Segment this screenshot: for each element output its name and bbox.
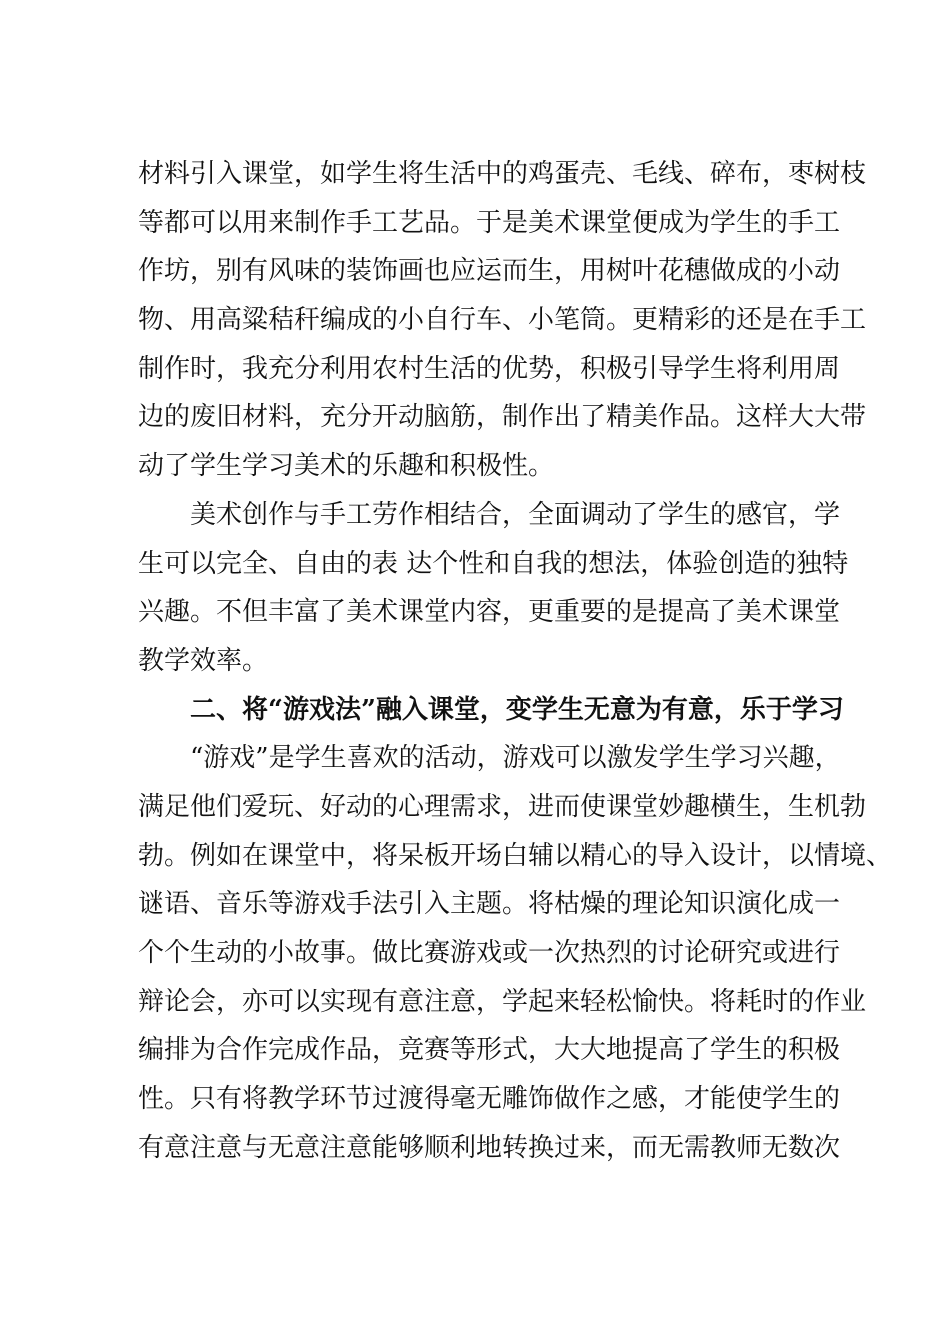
text-line: 制作时，我充分利用农村生活的优势，积极引导学生将利用周 [138, 353, 841, 384]
text-line: 辩论会，亦可以实现有意注意，学起来轻松愉快。将耗时的作业 [138, 986, 867, 1017]
text-line: 兴趣。不但丰富了美术课堂内容，更重要的是提高了美术课堂 [138, 597, 841, 628]
text-line: 生可以完全、自由的表 达个性和自我的想法，体验创造的独特 [138, 548, 849, 579]
text-line: 编排为合作完成作品，竞赛等形式，大大地提高了学生的积极 [138, 1035, 841, 1066]
text-line: 物、用高粱秸秆编成的小自行车、小笔筒。更精彩的还是在手工 [138, 305, 867, 336]
text-line: 作坊，别有风味的装饰画也应运而生，用树叶花穗做成的小动 [138, 256, 841, 287]
text-line: 性。只有将教学环节过渡得毫无雕饰做作之感，才能使学生的 [138, 1084, 841, 1115]
body-text [138, 150, 893, 1172]
text-line: 等都可以用来制作手工艺品。于是美术课堂便成为学生的手工 [138, 207, 841, 238]
text-line: 材料引入课堂，如学生将生活中的鸡蛋壳、毛线、碎布，枣树枝 [138, 159, 867, 189]
paragraph-start-line: “游戏”是学生喜欢的活动，游戏可以激发学生学习兴趣， [190, 743, 841, 774]
text-line: 满足他们爱玩、好动的心理需求，进而使课堂妙趣横生，生机勃 [138, 791, 867, 822]
section-heading: 二、将“游戏法”融入课堂，变学生无意为有意，乐于学习 [190, 694, 844, 725]
text-line: 有意注意与无意注意能够顺利地转换过来，而无需教师无数次 [138, 1132, 841, 1163]
text-line: 谜语、音乐等游戏手法引入主题。将枯燥的理论知识演化成一 [138, 889, 841, 920]
paragraph-start-line: 美术创作与手工劳作相结合，全面调动了学生的感官，学 [190, 499, 841, 530]
text-line: 教学效率。 [138, 645, 269, 676]
text-line: 动了学生学习美术的乐趣和积极性。 [138, 451, 555, 482]
text-line: 个个生动的小故事。做比赛游戏或一次热烈的讨论研究或进行 [138, 938, 841, 968]
text-line: 勃。例如在课堂中，将呆板开场白辅以精心的导入设计，以情境、 [138, 840, 893, 871]
text-line: 边的废旧材料，充分开动脑筋，制作出了精美作品。这样大大带 [138, 402, 867, 433]
